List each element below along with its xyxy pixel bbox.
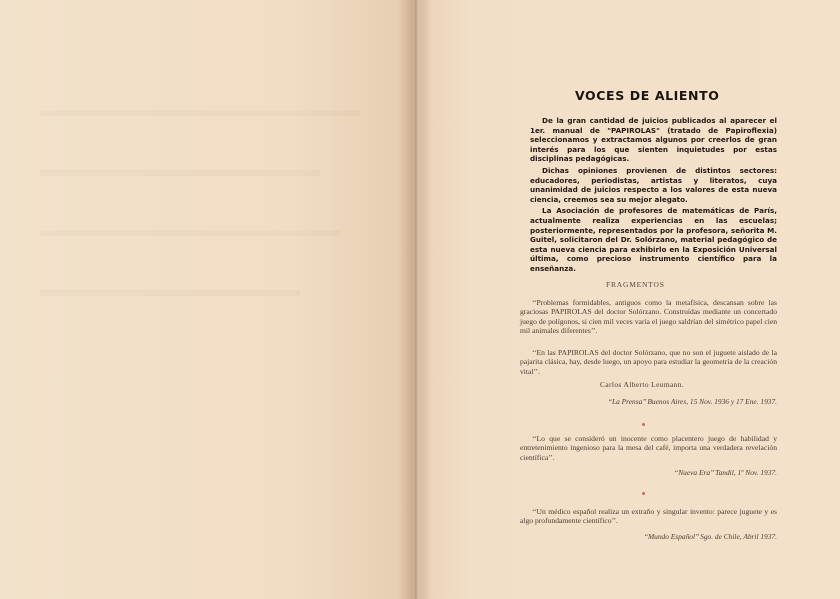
- quote: ‘‘Problemas formidables, antiguos como la metafísica, descansan sobre las graciosas PAPIROLAS del doctor Solórzano. Construídas mediante un concertado juego de polígonos, si cien mil veces varía el juego saldrían del simétrico papel cien mil animales diferentes’’.: [520, 298, 777, 336]
- bleed-through-line: [40, 110, 360, 116]
- fragments-heading: FRAGMENTOS: [606, 280, 665, 289]
- intro-text: [530, 116, 777, 276]
- left-page: [0, 0, 413, 599]
- intro-paragraph: Dichas opiniones provienen de distintos sectores: educadores, periodistas, artistas y literatos, cuya unanimidad de juicios respecto a los valores de esta nueva ciencia, creemos sea su mejor alegato.: [530, 165, 777, 204]
- quote: ‘‘En las PAPIROLAS del doctor Solórzano, que no son el juguete aislado de la pajarita clásica, hay, desde luego, un apoyo para estudiar la geometría de la creación vital’’.: [520, 348, 777, 376]
- bleed-through-line: [40, 290, 300, 296]
- intro-paragraph: La Asociación de profesores de matemáticas de París, actualmente realiza experiencias en las escuelas; posteriormente, representados por la profesora, señorita M. Guitel, solicitaron del Dr. Solórzano, material pedagógico de esta nueva ciencia para exhibirlo en la Exposición Universal última, como precioso instrumento científico para la enseñanza.: [530, 206, 777, 273]
- quote-source: ‘‘Mundo Español’’ Sgo. de Chile, Abril 1937.: [643, 532, 777, 541]
- divider-dot: [642, 492, 645, 495]
- intro-paragraph: De la gran cantidad de juicios publicados al aparecer el 1er. manual de "PAPIROLAS" (tratado de Papiroflexia) seleccionamos y extractamos algunos por creerlos de gran interés para los que sienten inquietudes por estas disciplinas pedagógicas.: [530, 116, 777, 164]
- quote: ‘‘Un médico español realiza un extraño y singular invento: parece juguete y es algo profundamente científico’’.: [520, 507, 777, 526]
- bleed-through-line: [40, 230, 340, 236]
- bleed-through-line: [40, 170, 320, 176]
- quote: ‘‘Lo que se consideró un inocente como placentero juego de habilidad y entretenimiento ingenioso para la mesa del café, importa una verdadera revelación científica’’.: [520, 434, 777, 462]
- quote-source: ‘‘Nueva Era’’ Tandil, 1º Nov. 1937.: [674, 468, 777, 477]
- quote-author: Carlos Alberto Leumann.: [600, 380, 685, 389]
- book-spine: [398, 0, 432, 599]
- quote-source: ‘‘La Prensa’’ Buenos Aires, 15 Nov. 1936 y 17 Ene. 1937.: [607, 397, 777, 406]
- divider-dot: [642, 423, 645, 426]
- page-title: VOCES DE ALIENTO: [575, 88, 720, 103]
